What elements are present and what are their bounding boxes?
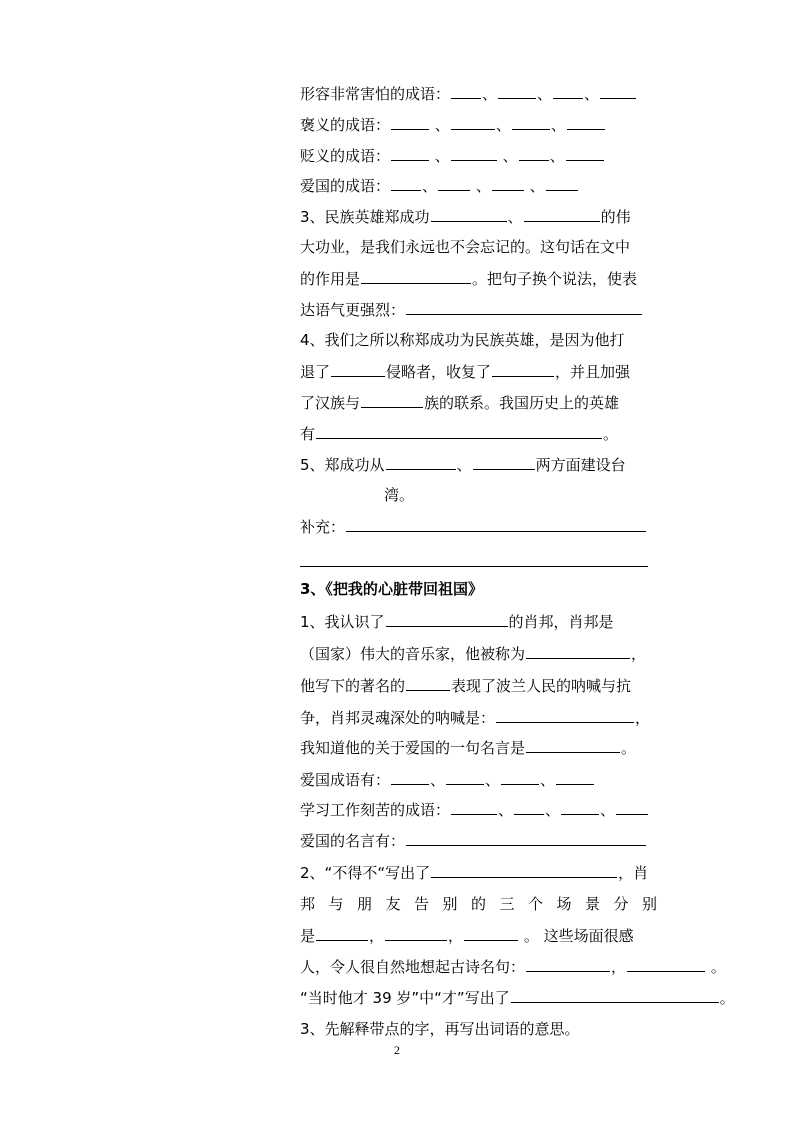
text: 补充：: [300, 518, 346, 536]
text: ，肖: [618, 864, 649, 882]
text: 爱国成语有：: [300, 771, 391, 789]
q2-line: 邦与朋友告别的三个场景分别: [300, 895, 671, 913]
text: 5、郑成功从: [300, 456, 385, 474]
question-4-line: [300, 422, 618, 444]
question-3-line: [300, 205, 631, 227]
q1-line: [300, 674, 631, 696]
blank[interactable]: [451, 82, 481, 99]
blank[interactable]: [361, 391, 423, 408]
blank[interactable]: [526, 955, 610, 972]
blank[interactable]: [316, 924, 368, 941]
blank[interactable]: [331, 360, 385, 377]
text: 形容非常害怕的成语：: [300, 85, 451, 103]
text: 、: [600, 801, 616, 819]
supplement-rule[interactable]: [300, 566, 648, 567]
blank[interactable]: [556, 768, 594, 785]
text: 是: [300, 927, 316, 945]
text: 。: [710, 958, 726, 976]
q1-line: [300, 768, 595, 790]
blank[interactable]: [406, 298, 642, 315]
text: 争，肖邦灵魂深处的呐喊是：: [300, 709, 496, 727]
text: 的作用是: [300, 270, 361, 288]
blank[interactable]: [511, 986, 719, 1003]
blank[interactable]: [406, 829, 646, 846]
blank[interactable]: [391, 768, 429, 785]
text: 、: [495, 116, 511, 134]
text: 人，令人很自然地想起古诗名句：: [300, 958, 526, 976]
text: 学习工作刻苦的成语：: [300, 801, 451, 819]
blank[interactable]: [492, 174, 524, 191]
blank[interactable]: [600, 82, 636, 99]
text: 表现了波兰人民的呐喊与抗: [451, 677, 632, 695]
blank[interactable]: [546, 174, 578, 191]
question-4-line: [300, 329, 625, 351]
text: 大功业，是我们永远也不会忘记的。这句话在文中: [300, 238, 631, 256]
text: 1、我认识了: [300, 613, 385, 631]
text: 的伟: [600, 208, 631, 226]
text: 、: [434, 147, 450, 165]
text: 、: [550, 116, 566, 134]
blank[interactable]: [498, 82, 536, 99]
text: （国家）伟大的音乐家，他被称为: [300, 645, 526, 663]
text: 、: [434, 116, 450, 134]
blank[interactable]: [386, 610, 508, 627]
text: 两方面建设台: [535, 456, 626, 474]
text: ，并且加强: [555, 363, 631, 381]
text: 、: [482, 85, 498, 103]
text: 、: [584, 85, 600, 103]
q2-line: [300, 986, 735, 1008]
text: 、: [502, 147, 518, 165]
text: 我知道他的关于爱国的一句名言是: [300, 739, 526, 757]
blank[interactable]: [391, 113, 429, 130]
blank[interactable]: [386, 453, 456, 470]
q1-line: [300, 798, 649, 820]
text: 达语气更强烈：: [300, 301, 406, 319]
blank[interactable]: [512, 113, 550, 130]
q1-line: [300, 829, 647, 851]
question-3-line: [300, 267, 637, 289]
text: 湾。: [384, 486, 415, 504]
text: 、: [529, 177, 545, 195]
text: ，: [369, 927, 385, 945]
blank[interactable]: [566, 144, 604, 161]
text: 贬义的成语：: [300, 147, 391, 165]
q1-line: [300, 642, 646, 664]
blank[interactable]: [526, 642, 630, 659]
text: 、: [549, 147, 565, 165]
q1-line: [300, 610, 614, 632]
blank[interactable]: [553, 82, 583, 99]
blank[interactable]: [627, 955, 705, 972]
line-positive-idioms: [300, 113, 606, 135]
text: 爱国的名言有：: [300, 832, 406, 850]
question-4-line: [300, 360, 630, 382]
blank[interactable]: [385, 924, 447, 941]
text: 、: [498, 801, 514, 819]
text: 。: [603, 425, 619, 443]
text: 了汉族与: [300, 394, 361, 412]
blank[interactable]: [464, 924, 518, 941]
text: 、: [537, 85, 553, 103]
text: 有: [300, 425, 316, 443]
blank[interactable]: [431, 205, 507, 222]
blank[interactable]: [451, 144, 497, 161]
text: 、: [430, 771, 446, 789]
blank[interactable]: [567, 113, 605, 130]
blank[interactable]: [492, 360, 554, 377]
blank[interactable]: [361, 267, 471, 284]
q2-line: [300, 861, 648, 883]
text: 的肖邦，肖邦是: [508, 613, 614, 631]
blank[interactable]: [451, 113, 495, 130]
blank[interactable]: [526, 736, 620, 753]
blank[interactable]: [431, 861, 617, 878]
text: 4、我们之所以称郑成功为民族英雄，是因为他打: [300, 331, 625, 349]
text: 、: [456, 456, 472, 474]
text: 褒义的成语：: [300, 116, 391, 134]
blank[interactable]: [496, 706, 634, 723]
text: 、: [507, 208, 523, 226]
q2-line: [300, 955, 726, 977]
question-3-line: [300, 298, 643, 320]
text: 、: [485, 771, 501, 789]
text: 。: [719, 989, 735, 1007]
text: 。: [621, 739, 637, 757]
section-heading: 3、《把我的心脏带回祖国》: [300, 580, 483, 598]
blank[interactable]: [451, 798, 497, 815]
text: 退了: [300, 363, 331, 381]
page-number: 2: [394, 1043, 400, 1057]
text: 、: [540, 771, 556, 789]
blank[interactable]: [406, 674, 450, 691]
text: “当时他才 39 岁”中“才”写出了: [300, 989, 510, 1007]
blank[interactable]: [473, 453, 535, 470]
blank[interactable]: [391, 144, 429, 161]
text: 。把句子换个说法，使表: [472, 270, 638, 288]
blank[interactable]: [519, 144, 549, 161]
line-fear-idioms: [300, 82, 637, 104]
text: 族的联系。我国历史上的英雄: [424, 394, 620, 412]
text: 这些场面很感: [543, 927, 634, 945]
text: 爱国的成语：: [300, 177, 391, 195]
blank[interactable]: [391, 174, 421, 191]
blank[interactable]: [438, 174, 470, 191]
blank[interactable]: [561, 798, 599, 815]
blank[interactable]: [346, 515, 646, 532]
blank[interactable]: [514, 798, 544, 815]
text: ，: [631, 645, 647, 663]
question-4-line: [300, 391, 619, 413]
text: 。: [523, 927, 539, 945]
supplement-line: [300, 515, 647, 537]
text: ，: [611, 958, 627, 976]
text: 、: [475, 177, 491, 195]
text: 2、“不得不“写出了: [300, 864, 431, 882]
question-5-line: [300, 453, 626, 475]
blank[interactable]: [501, 768, 539, 785]
blank[interactable]: [524, 205, 600, 222]
blank[interactable]: [316, 422, 602, 439]
q1-line: [300, 736, 636, 758]
question-5-line: [384, 484, 414, 506]
text: 3、民族英雄郑成功: [300, 208, 430, 226]
q2-line: [300, 924, 634, 946]
text: 侵略者，收复了: [386, 363, 492, 381]
q3-line: 3、先解释带点的字，再写出词语的意思。: [300, 1020, 580, 1038]
text: ，: [635, 709, 651, 727]
text: ，: [448, 927, 464, 945]
line-negative-idioms: [300, 144, 605, 166]
line-patriotic-idioms: [300, 174, 579, 196]
blank[interactable]: [446, 768, 484, 785]
text: 、: [422, 177, 438, 195]
q1-line: [300, 706, 650, 728]
text: 、: [545, 801, 561, 819]
question-3-line: [300, 236, 630, 258]
text: 他写下的著名的: [300, 677, 406, 695]
blank[interactable]: [616, 798, 648, 815]
